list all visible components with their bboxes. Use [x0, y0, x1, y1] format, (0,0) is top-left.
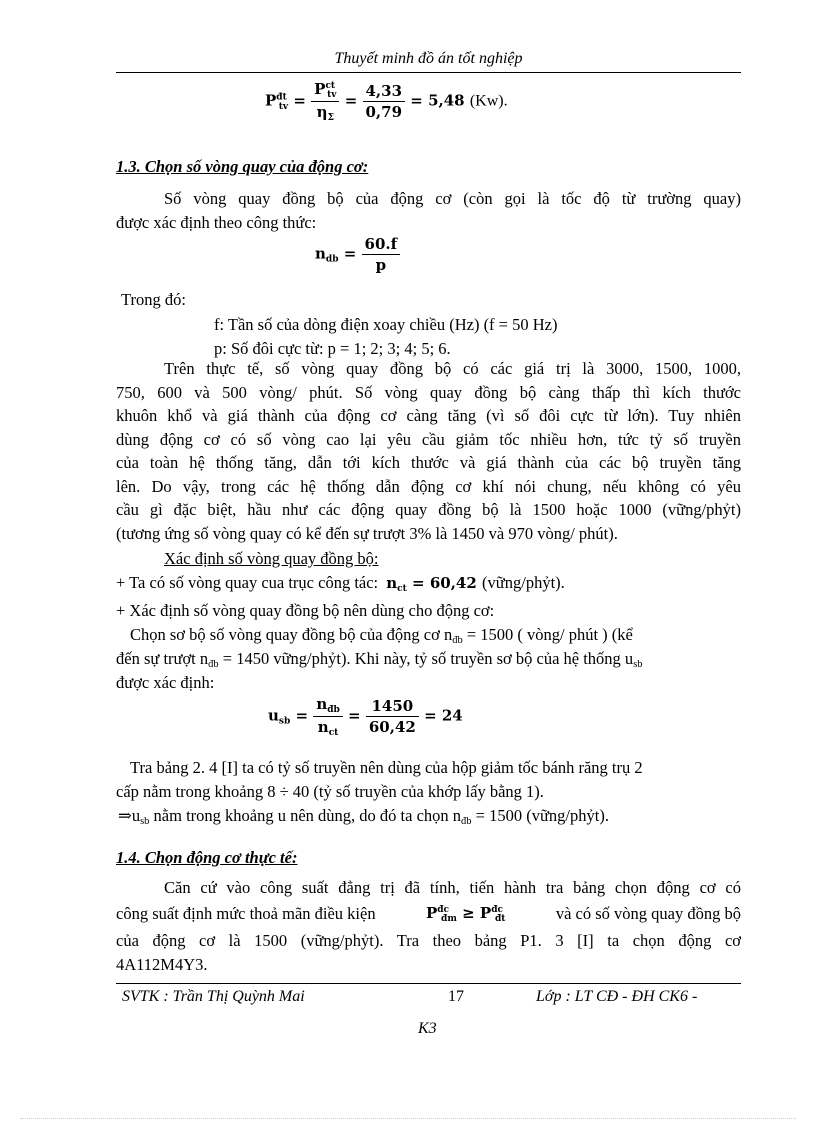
footer-class-cont: K3	[418, 1020, 437, 1037]
formula-power: $P^{đt}_{tv}$ = $\frac{P^{ct}_{tv}}{\eta_\Sigma}$ = $\frac{4,33}{0,79}$ = 5,48 (Kw).	[265, 80, 508, 123]
where-p: p: Số đôi cực từ: p = 1; 2; 3; 4; 5; 6.	[214, 339, 451, 358]
motor-line-4: 4A112M4Y3.	[116, 955, 208, 974]
formula-usb: $u_{sb}$ = $\frac{n_{đb}}{n_{ct}}$ = $\frac{1450}{60,42}$ = 24	[268, 695, 463, 738]
implies-arrow-icon: ⇒	[118, 806, 132, 825]
table-line-2: cấp nằm trong khoảng 8 ÷ 40 (tỷ số truyền của khớp lấy bằng 1).	[116, 782, 544, 801]
formula-power-condition: $P^{đc}_{đm} \ge P^{đc}_{đt}$	[425, 904, 506, 924]
table-line-1: Tra bảng 2. 4 [I] ta có tỷ số truyền nên dùng của hộp giảm tốc bánh răng trụ 2	[130, 758, 643, 777]
motor-line-1: Căn cứ vào công suất đẳng trị đã tính, tiến hành tra bảng chọn động cơ có	[164, 878, 741, 897]
paragraph-line: của toàn hệ thống tăng, dẫn tới kích thước và giá thành của các bộ truyền tăng	[116, 453, 741, 472]
paragraph-rpm	[116, 357, 741, 545]
where-f: f: Tần số của dòng điện xoay chiều (Hz) (f = 50 Hz)	[214, 315, 558, 334]
motor-line-2: công suất định mức thoả mãn điều kiện $P^{đc}_{đm} \ge P^{đc}_{đt}$ và có số vòng quay đồng bộ	[116, 904, 741, 924]
choose-line-2: đến sự trượt $n_{đb} = 1450$ vững/phỷt). Khi này, tỷ số truyền sơ bộ của hệ thống $u_{sb}$	[116, 649, 643, 670]
page-bottom-divider	[20, 1118, 796, 1119]
footer-rule	[116, 983, 741, 984]
footer-page-number: 17	[448, 988, 464, 1005]
bullet-determine-rpm: + Xác định số vòng quay đồng bộ nên dùng cho động cơ:	[116, 601, 495, 620]
intro-line-2: được xác định theo công thức:	[116, 213, 317, 232]
footer-class: Lớp : LT CĐ - ĐH CK6 -	[536, 988, 698, 1005]
footer-student: SVTK : Trần Thị Quỳnh Mai	[122, 988, 305, 1005]
bullet-work-shaft-rpm: + Ta có số vòng quay cua trục công tác: $n_{ct} = 60,42$ (vững/phỷt).	[116, 573, 565, 594]
formula-nct: $n_{ct} = 60,42$	[386, 574, 477, 594]
paragraph-line: 750, 600 và 500 vòng/ phút. Số vòng quay đồng bộ càng thấp thì kích thước	[116, 382, 741, 402]
choose-line-3: được xác định:	[116, 673, 215, 692]
paragraph-line: cầu gì đặc biệt, hầu như các động quay đồng bộ là 1500 hoặc 1000 (vững/phỷt)	[116, 500, 741, 519]
header-rule	[116, 72, 741, 73]
paragraph-line: lên. Do vậy, trong các hệ thống dẫn động cơ khí nói chung, nếu không có yêu	[116, 476, 741, 496]
page-header-title: Thuyết minh đồ án tốt nghiệp	[334, 50, 523, 67]
section-1-3-heading: 1.3. Chọn số vòng quay của động cơ:	[116, 157, 369, 176]
choose-line-1: Chọn sơ bộ số vòng quay đồng bộ của động cơ $n_{đb} = 1500$ ( vòng/ phút ) (kể	[130, 625, 633, 646]
sub-heading-sync-rpm: Xác định số vòng quay đồng bộ:	[164, 549, 379, 568]
where-label: Trong đó:	[121, 290, 186, 309]
section-1-4-heading: 1.4. Chọn động cơ thực tế:	[116, 848, 298, 867]
conclusion-line: $\Rightarrow u_{sb}$ nằm trong khoảng u nên dùng, do đó ta chọn $n_{đb} = 1500$ (vững/phỷt).	[118, 806, 609, 827]
intro-line-1: Số vòng quay đồng bộ của động cơ (còn gọi là tốc độ từ trường quay)	[164, 189, 741, 208]
formula-ndb: $n_{db}$ = $\frac{60.f}{p}$	[315, 235, 400, 274]
motor-line-3: của động cơ là 1500 (vững/phỷt). Tra theo bảng P1. 3 [I] ta chọn động cơ	[116, 931, 741, 950]
paragraph-line: Trên thực tế, số vòng quay đồng bộ có các giá trị là 3000, 1500, 1000,	[164, 359, 741, 378]
paragraph-line: (tương ứng số vòng quay có kể đến sự trượt 3% là 1450 và 970 vòng/ phút).	[116, 523, 618, 543]
paragraph-line: dùng động cơ có số vòng cao lại yêu cầu giảm tốc nhiều hơn, tức tỷ số truyền	[116, 429, 741, 449]
paragraph-line: khuôn khổ và giá thành của động cơ càng tăng (vì số đôi cực từ lớn). Tuy nhiên	[116, 406, 741, 425]
